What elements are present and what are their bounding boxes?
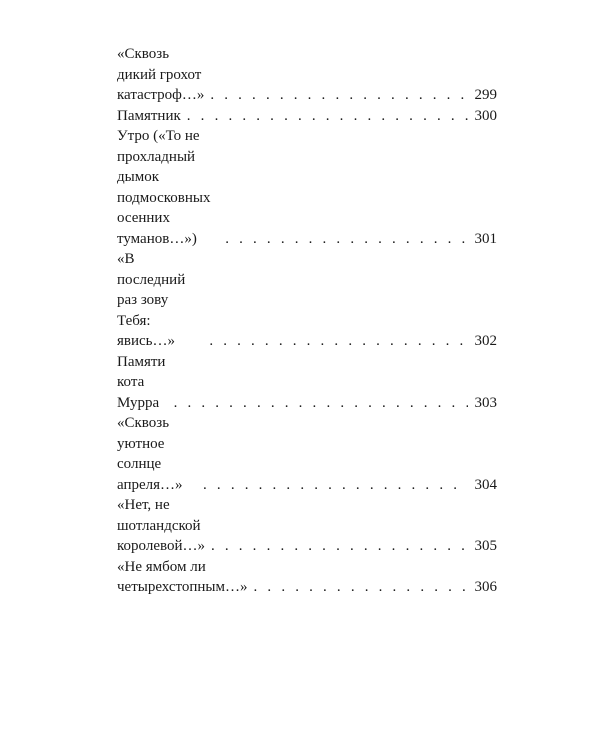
toc-entry-title-line: Памятник xyxy=(117,107,181,124)
toc-leader-dots xyxy=(203,475,468,496)
toc-entry-page-number: 306 xyxy=(474,579,497,595)
toc-entry-page-number: 300 xyxy=(474,107,497,124)
toc-entry xyxy=(117,126,497,249)
toc-entry xyxy=(117,352,497,414)
toc-leader-dots xyxy=(174,393,468,414)
toc-leader-dots xyxy=(210,85,468,106)
toc-entry-page-number: 305 xyxy=(474,538,497,554)
toc-entry-page-number: 302 xyxy=(474,333,497,349)
toc-entry xyxy=(117,249,497,352)
toc-entry-title xyxy=(117,106,181,127)
toc-entry-title-line: «Сквозь дикий грохот катастроф…» xyxy=(117,46,205,103)
toc-entry xyxy=(117,413,497,495)
toc-entry-title-line: «Не ямбом ли четырехстопным…» xyxy=(117,558,248,595)
toc-entry-page-number: 303 xyxy=(474,394,497,411)
toc-entry-title xyxy=(117,44,204,106)
toc-entry-page-number: 299 xyxy=(474,87,497,103)
toc-leader-dots xyxy=(187,106,468,127)
toc-entry-title-line: Памяти кота Мурра xyxy=(117,353,166,411)
toc-entry-title-line: Утро («То не прохладный дымок подмосковных xyxy=(117,128,211,206)
table-of-contents xyxy=(117,44,497,598)
toc-entry-title xyxy=(117,557,248,598)
toc-entry-page-number: 304 xyxy=(474,476,497,493)
toc-entry xyxy=(117,44,497,106)
toc-entry xyxy=(117,106,497,127)
toc-entry-title-line: «Нет, не шотландской королевой…» xyxy=(117,497,205,554)
toc-leader-dots xyxy=(225,229,468,250)
toc-entry-page-number: 301 xyxy=(474,230,497,247)
toc-leader-dots xyxy=(209,331,468,352)
toc-entry-title xyxy=(117,413,197,495)
toc-entry-title xyxy=(117,249,203,352)
toc-entry-title xyxy=(117,126,219,249)
toc-entry-title-line: «Сквозь уютное солнце апреля…» xyxy=(117,415,183,493)
toc-entry xyxy=(117,557,497,598)
toc-entry-title-line: «В последний раз зову Тебя: явись…» xyxy=(117,251,186,349)
toc-entry xyxy=(117,495,497,557)
toc-entry-title-line: осенних туманов…») xyxy=(117,210,197,247)
toc-entry-title xyxy=(117,352,168,414)
toc-leader-dots xyxy=(211,536,468,557)
toc-entry-title xyxy=(117,495,205,557)
toc-leader-dots xyxy=(254,577,468,598)
